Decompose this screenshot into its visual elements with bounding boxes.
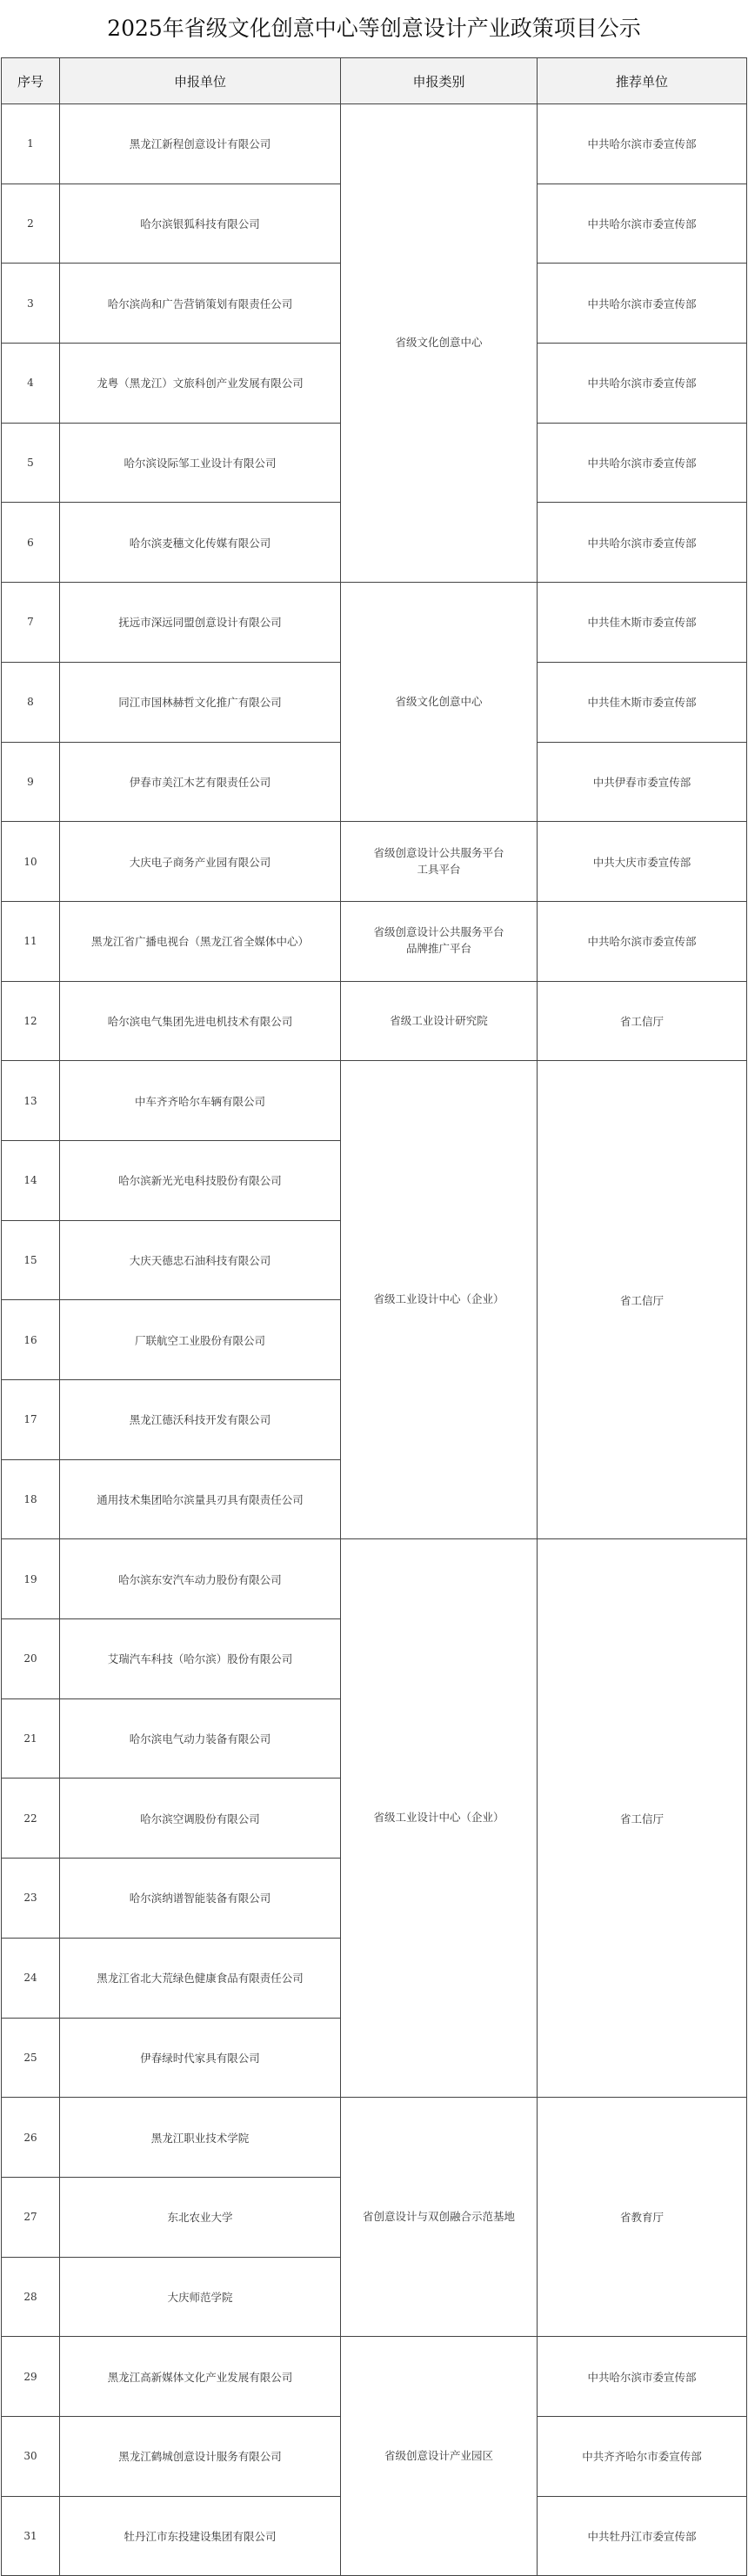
row-seq: 1 bbox=[2, 104, 60, 184]
row-seq: 16 bbox=[2, 1300, 60, 1380]
row-seq: 31 bbox=[2, 2496, 60, 2576]
row-seq: 17 bbox=[2, 1380, 60, 1460]
row-recommender: 中共伊春市委宣传部 bbox=[538, 742, 747, 822]
row-seq: 27 bbox=[2, 2177, 60, 2257]
row-category: 省级文化创意中心 bbox=[341, 583, 538, 822]
row-seq: 4 bbox=[2, 344, 60, 424]
project-table bbox=[1, 57, 747, 2576]
row-unit: 哈尔滨电气集团先进电机技术有限公司 bbox=[60, 981, 341, 1061]
table-row bbox=[2, 1061, 747, 1141]
row-seq: 22 bbox=[2, 1779, 60, 1859]
table-row bbox=[2, 2337, 747, 2417]
row-unit: 抚远市深远同盟创意设计有限公司 bbox=[60, 583, 341, 663]
row-unit: 黑龙江新程创意设计有限公司 bbox=[60, 104, 341, 184]
row-seq: 8 bbox=[2, 662, 60, 742]
row-unit: 哈尔滨设际邹工业设计有限公司 bbox=[60, 423, 341, 503]
row-unit: 东北农业大学 bbox=[60, 2177, 341, 2257]
row-seq: 20 bbox=[2, 1619, 60, 1699]
row-unit: 哈尔滨麦穗文化传媒有限公司 bbox=[60, 503, 341, 583]
row-recommender: 中共哈尔滨市委宣传部 bbox=[538, 104, 747, 184]
row-seq: 23 bbox=[2, 1859, 60, 1939]
row-unit: 黑龙江德沃科技开发有限公司 bbox=[60, 1380, 341, 1460]
row-category: 省创意设计与双创融合示范基地 bbox=[341, 2098, 538, 2337]
row-seq: 2 bbox=[2, 184, 60, 264]
row-unit: 哈尔滨空调股份有限公司 bbox=[60, 1779, 341, 1859]
row-recommender: 中共哈尔滨市委宣传部 bbox=[538, 2337, 747, 2417]
row-category: 省级创意设计公共服务平台 工具平台 bbox=[341, 822, 538, 902]
page-title: 2025年省级文化创意中心等创意设计产业政策项目公示 bbox=[107, 16, 641, 41]
row-category: 省级工业设计中心（企业） bbox=[341, 1539, 538, 2098]
row-seq: 12 bbox=[2, 981, 60, 1061]
row-category: 省级创意设计公共服务平台 品牌推广平台 bbox=[341, 901, 538, 981]
row-recommender: 中共哈尔滨市委宣传部 bbox=[538, 901, 747, 981]
row-unit: 同江市国林赫哲文化推广有限公司 bbox=[60, 662, 341, 742]
row-unit: 哈尔滨电气动力装备有限公司 bbox=[60, 1698, 341, 1779]
row-recommender: 中共哈尔滨市委宣传部 bbox=[538, 423, 747, 503]
table-row bbox=[2, 104, 747, 184]
row-unit: 黑龙江省广播电视台（黑龙江省全媒体中心） bbox=[60, 901, 341, 981]
row-seq: 24 bbox=[2, 1938, 60, 2018]
row-unit: 大庆师范学院 bbox=[60, 2257, 341, 2337]
row-unit: 伊春绿时代家具有限公司 bbox=[60, 2018, 341, 2098]
row-category: 省级创意设计产业园区 bbox=[341, 2337, 538, 2576]
row-seq: 11 bbox=[2, 901, 60, 981]
row-seq: 18 bbox=[2, 1459, 60, 1539]
row-seq: 26 bbox=[2, 2098, 60, 2178]
table-body bbox=[2, 104, 747, 2576]
row-seq: 6 bbox=[2, 503, 60, 583]
row-unit: 大庆电子商务产业园有限公司 bbox=[60, 822, 341, 902]
row-category: 省级文化创意中心 bbox=[341, 104, 538, 583]
table-row bbox=[2, 2098, 747, 2178]
row-recommender: 中共哈尔滨市委宣传部 bbox=[538, 344, 747, 424]
row-recommender: 中共哈尔滨市委宣传部 bbox=[538, 503, 747, 583]
row-unit: 中车齐齐哈尔车辆有限公司 bbox=[60, 1061, 341, 1141]
table-row bbox=[2, 1539, 747, 1619]
header-seq: 序号 bbox=[2, 58, 60, 104]
row-unit: 黑龙江高新媒体文化产业发展有限公司 bbox=[60, 2337, 341, 2417]
row-category: 省级工业设计中心（企业） bbox=[341, 1061, 538, 1539]
row-recommender: 中共佳木斯市委宣传部 bbox=[538, 583, 747, 663]
row-seq: 13 bbox=[2, 1061, 60, 1141]
row-unit: 哈尔滨纳谱智能装备有限公司 bbox=[60, 1859, 341, 1939]
row-seq: 14 bbox=[2, 1140, 60, 1220]
table-row bbox=[2, 901, 747, 981]
row-unit: 牡丹江市东投建设集团有限公司 bbox=[60, 2496, 341, 2576]
row-seq: 9 bbox=[2, 742, 60, 822]
table-header-row bbox=[2, 58, 747, 104]
row-unit: 黑龙江省北大荒绿色健康食品有限责任公司 bbox=[60, 1938, 341, 2018]
header-unit: 申报单位 bbox=[60, 58, 341, 104]
row-recommender: 省工信厅 bbox=[538, 1539, 747, 2098]
row-seq: 3 bbox=[2, 264, 60, 344]
row-unit: 通用技术集团哈尔滨量具刃具有限责任公司 bbox=[60, 1459, 341, 1539]
row-unit: 黑龙江职业技术学院 bbox=[60, 2098, 341, 2178]
table-row bbox=[2, 822, 747, 902]
row-recommender: 省教育厅 bbox=[538, 2098, 747, 2337]
row-unit: 哈尔滨新光光电科技股份有限公司 bbox=[60, 1140, 341, 1220]
row-recommender: 中共佳木斯市委宣传部 bbox=[538, 662, 747, 742]
row-seq: 25 bbox=[2, 2018, 60, 2098]
row-seq: 10 bbox=[2, 822, 60, 902]
row-recommender: 中共哈尔滨市委宣传部 bbox=[538, 264, 747, 344]
row-recommender: 省工信厅 bbox=[538, 1061, 747, 1539]
row-unit: 艾瑞汽车科技（哈尔滨）股份有限公司 bbox=[60, 1619, 341, 1699]
row-seq: 5 bbox=[2, 423, 60, 503]
row-seq: 28 bbox=[2, 2257, 60, 2337]
row-unit: 黑龙江鹤城创意设计服务有限公司 bbox=[60, 2416, 341, 2496]
row-unit: 龙粤（黑龙江）文旅科创产业发展有限公司 bbox=[60, 344, 341, 424]
row-recommender: 省工信厅 bbox=[538, 981, 747, 1061]
row-recommender: 中共哈尔滨市委宣传部 bbox=[538, 184, 747, 264]
table-row bbox=[2, 981, 747, 1061]
row-seq: 15 bbox=[2, 1220, 60, 1300]
table-row bbox=[2, 583, 747, 663]
row-seq: 7 bbox=[2, 583, 60, 663]
row-seq: 30 bbox=[2, 2416, 60, 2496]
row-seq: 19 bbox=[2, 1539, 60, 1619]
row-recommender: 中共齐齐哈尔市委宣传部 bbox=[538, 2416, 747, 2496]
header-category: 申报类别 bbox=[341, 58, 538, 104]
row-recommender: 中共牡丹江市委宣传部 bbox=[538, 2496, 747, 2576]
row-recommender: 中共大庆市委宣传部 bbox=[538, 822, 747, 902]
row-unit: 哈尔滨银狐科技有限公司 bbox=[60, 184, 341, 264]
header-recommender: 推荐单位 bbox=[538, 58, 747, 104]
row-seq: 21 bbox=[2, 1698, 60, 1779]
row-unit: 大庆天德忠石油科技有限公司 bbox=[60, 1220, 341, 1300]
row-category: 省级工业设计研究院 bbox=[341, 981, 538, 1061]
row-unit: 厂联航空工业股份有限公司 bbox=[60, 1300, 341, 1380]
row-unit: 伊春市美江木艺有限责任公司 bbox=[60, 742, 341, 822]
row-unit: 哈尔滨尚和广告营销策划有限责任公司 bbox=[60, 264, 341, 344]
row-unit: 哈尔滨东安汽车动力股份有限公司 bbox=[60, 1539, 341, 1619]
row-seq: 29 bbox=[2, 2337, 60, 2417]
